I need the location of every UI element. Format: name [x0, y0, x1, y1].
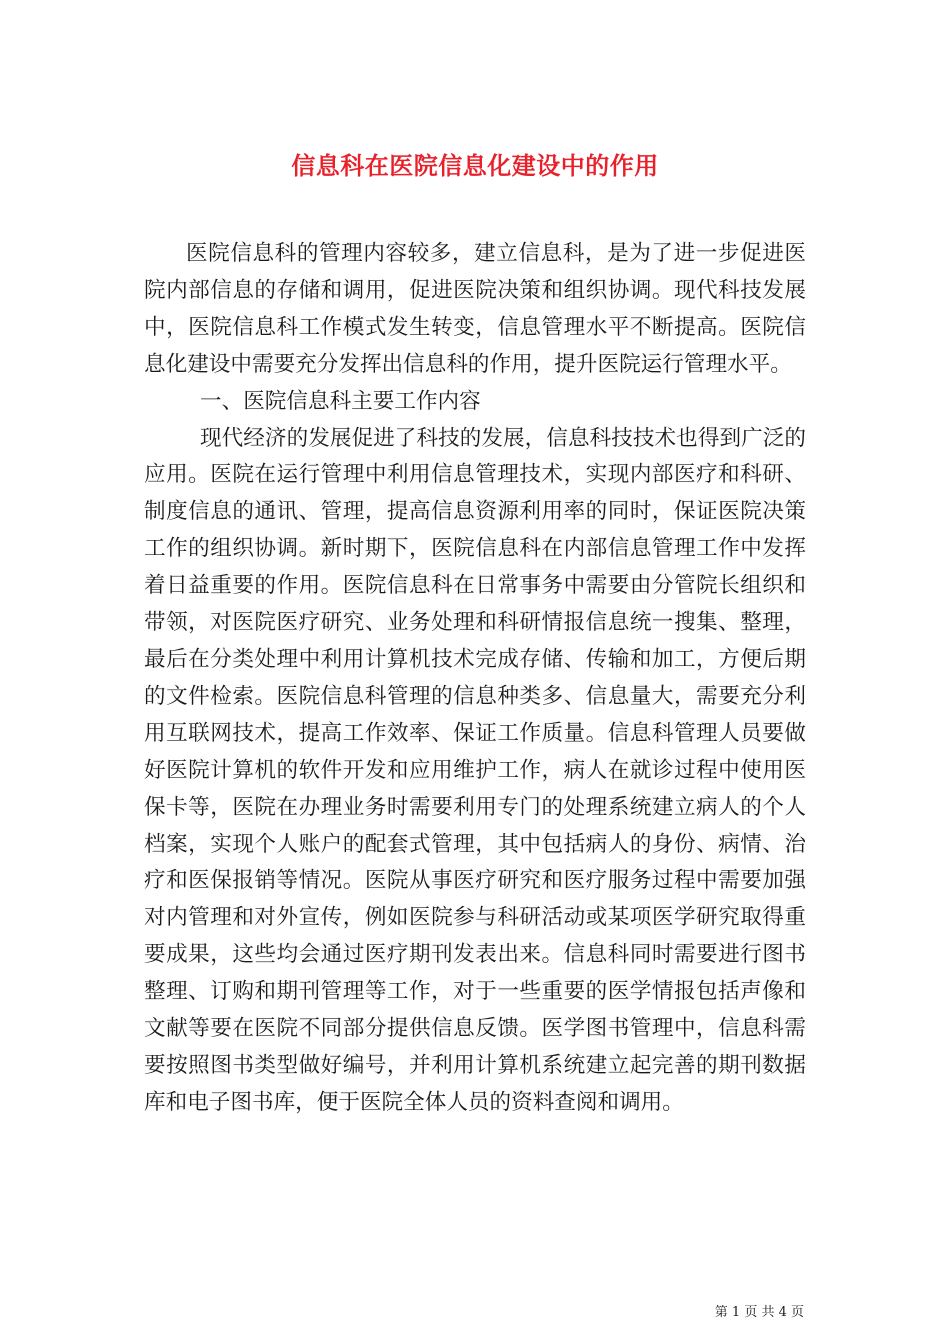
section-heading: 一、医院信息科主要工作内容	[200, 388, 481, 414]
section-paragraph: 现代经济的发展促进了科技的发展，信息科技技术也得到广泛的应用。医院在运行管理中利用信息管理技术，实现内部医疗和科研、制度信息的通讯、管理，提高信息资源利用率的同时，保证医院决策工作的组织协调。新时期下，医院信息科在内部信息管理工作中发挥着日益重要的作用。医院信息科在日常事务中需要由分管院长组织和带领，对医院医疗研究、业务处理和科研情报信息统一搜集、整理，最后在分类处理中利用计算机技术完成存储、传输和加工，方便后期的文件检索。医院信息科管理的信息种类多、信息量大，需要充分利用互联网技术，提高工作效率、保证工作质量。信息科管理人员要做好医院计算机的软件开发和应用维护工作，病人在就诊过程中使用医保卡等，医院在办理业务时需要利用专门的处理系统建立病人的个人档案，实现个人账户的配套式管理，其中包括病人的身份、病情、治疗和医保报销等情况。医院从事医疗研究和医疗服务过程中需要加强对内管理和对外宣传，例如医院参与科研活动或某项医学研究取得重要成果，这些均会通过医疗期刊发表出来。信息科同时需要进行图书整理、订购和期刊管理等工作，对于一些重要的医学情报包括声像和文献等要在医院不同部分提供信息反馈。医学图书管理中，信息科需要按照图书类型做好编号，并利用计算机系统建立起完善的期刊数据库和电子图书库，便于医院全体人员的资料查阅和调用。	[144, 425, 806, 1115]
document-title: 信息科在医院信息化建设中的作用	[291, 152, 659, 181]
intro-paragraph: 医院信息科的管理内容较多，建立信息科，是为了进一步促进医院内部信息的存储和调用，促进医院决策和组织协调。现代科技发展中，医院信息科工作模式发生转变，信息管理水平不断提高。医院信息化建设中需要充分发挥出信息科的作用，提升医院运行管理水平。	[144, 241, 806, 377]
page-number-footer: 第 1 页 共 4 页	[714, 1305, 804, 1320]
document-body	[144, 236, 806, 1122]
